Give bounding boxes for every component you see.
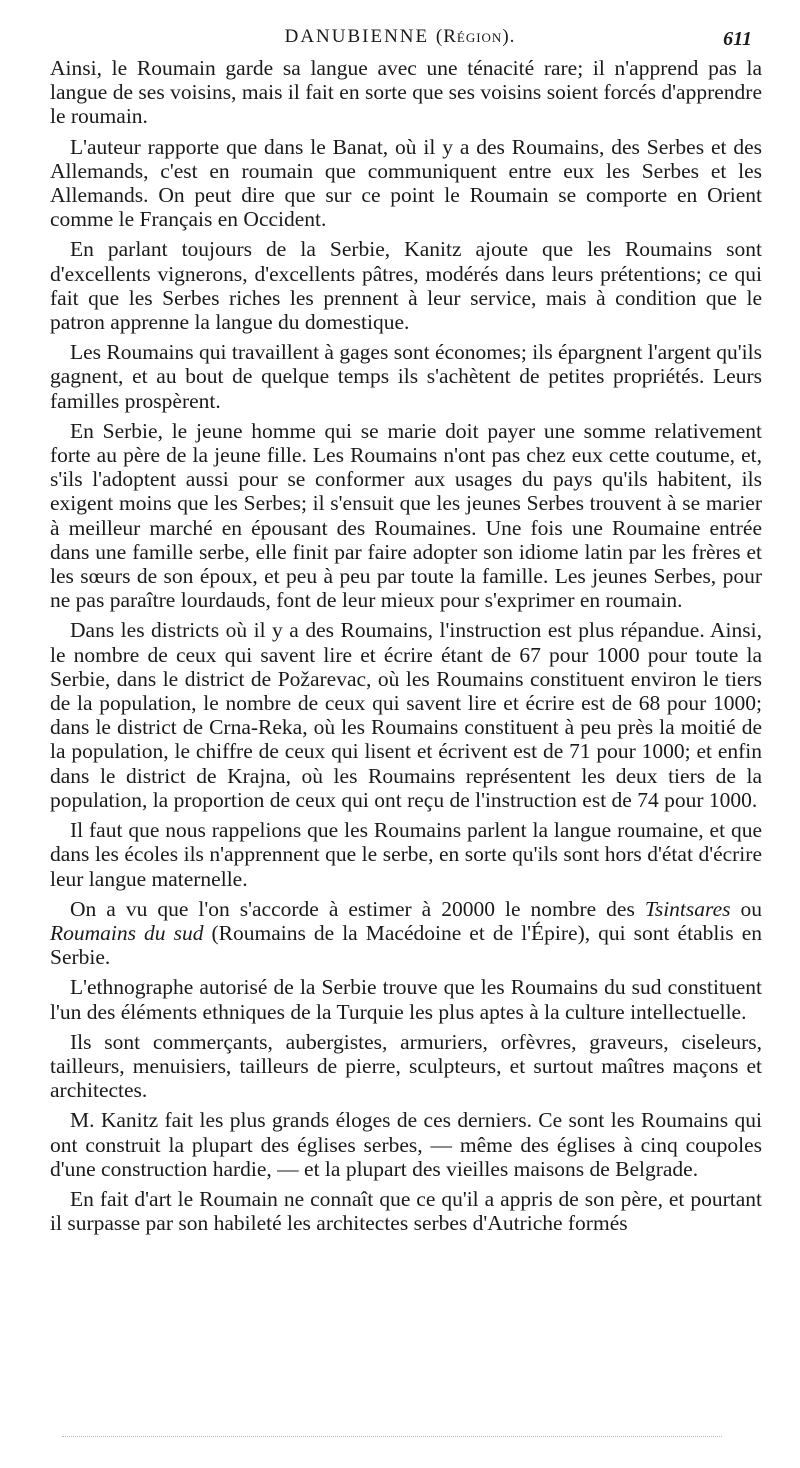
running-title-sub: (Région). — [435, 26, 516, 47]
paragraph-4: Les Roumains qui travaillent à gages sont économes; ils épargnent l'argent qu'ils gagnent, et au bout de quelque temps ils s'achètent de petites propriétés. Leurs familles prospèrent. — [50, 340, 762, 413]
paragraph-12: En fait d'art le Roumain ne connaît que ce qu'il a appris de son père, et pourtant il surpasse par son habileté les architectes serbes d'Autriche formés — [50, 1186, 762, 1236]
paragraph-7: Il faut que nous rappelions que les Roumains parlent la langue roumaine, et que dans les écoles ils n'apprennent que le serbe, en sorte qu'ils sont hors d'état d'écrire leur langue maternelle. — [50, 818, 762, 891]
paragraph-2: L'auteur rapporte que dans le Banat, où il y a des Roumains, des Serbes et des Allemands, c'est en roumain que communiquent entre eux les Serbes et les Allemands. On peut dire que sur ce point le Roumain se comporte en Orient comme le Français en Occident. — [50, 134, 762, 232]
running-head — [0, 26, 800, 52]
paragraph-11: M. Kanitz fait les plus grands éloges de ces derniers. Ce sont les Roumains qui ont construit la plupart des églises serbes, — même des églises à cinq coupoles d'une construction hardie, — et la plupart des vieilles maisons de Belgrade. — [50, 1108, 762, 1181]
paragraph-8-text-before: On a vu que l'on s'accorde à estimer à 20000 le nombre des — [70, 896, 645, 921]
paragraph-8 — [50, 897, 762, 970]
paragraph-10: Ils sont commerçants, aubergistes, armuriers, orfèvres, graveurs, ciseleurs, tailleurs, menuisiers, tailleurs de pierre, sculpteurs, et surtout maîtres maçons et architectes. — [50, 1029, 762, 1103]
body-text — [50, 56, 762, 1241]
paragraph-1: Ainsi, le Roumain garde sa langue avec une ténacité rare; il n'apprend pas la langue de ses voisins, mais il fait en sorte que ses voisins soient forcés d'apprendre le roumain. — [50, 56, 762, 129]
paragraph-9: L'ethnographe autorisé de la Serbie trouve que les Roumains du sud constituent l'un des éléments ethniques de la Turquie les plus aptes à la culture intellectuelle. — [50, 975, 762, 1024]
running-title — [0, 26, 800, 48]
paragraph-8-text-middle: ou — [730, 896, 763, 921]
paragraph-6: Dans les districts où il y a des Roumains, l'instruction est plus répandue. Ainsi, le nombre de ceux qui savent lire et écrire étant de 67 pour 1000 pour toute la Serbie, dans le district de Požarevac, où les Roumains constituent environ le tiers de la population, le nombre de ceux qui savent lire et écrire est de 68 pour 1000; dans le district de Crna-Reka, où les Roumains constituent à peu près la moitié de la population, le chiffre de ceux qui lisent et écrivent est de 71 pour 1000; et enfin dans le district de Krajna, où les Roumains représentent les deux tiers de la population, la proportion de ceux qui ont reçu de l'instruction est de 74 pour 1000. — [50, 618, 762, 812]
page-number: 611 — [723, 28, 752, 50]
paragraph-5: En Serbie, le jeune homme qui se marie doit payer une somme relativement forte au père de la jeune fille. Les Roumains n'ont pas chez eux cette coutume, et, s'ils l'adoptent aussi pour se conformer aux usages du pays qu'ils habitent, ils exigent moins que les Serbes; il s'ensuit que les jeunes Serbes trouvent à se marier à meilleur marché en épousant des Roumaines. Une fois une Roumaine entrée dans une famille serbe, elle finit par faire adopter son idiome latin par les frères et les sœurs de son époux, et peu à peu par toute la famille. Les jeunes Serbes, pour ne pas paraître lourdauds, font de leur mieux pour s'exprimer en roumain. — [50, 418, 762, 613]
paragraph-8-italic-tsintsares: Tsintsares — [644, 896, 731, 921]
paragraph-8-text-after: (Roumains de la Macédoine et de l'Épire), qui sont établis en Serbie. — [50, 920, 763, 970]
paragraph-8-italic-roumains-du-sud: Roumains du sud — [50, 920, 204, 945]
paragraph-3: En parlant toujours de la Serbie, Kanitz ajoute que les Roumains sont d'excellents vignerons, d'excellents pâtres, modérés dans leurs prétentions; ce qui fait que les Serbes riches les prennent à leur service, mais à condition que le patron apprenne la langue du domestique. — [50, 237, 762, 335]
scan-bleed-through — [62, 1436, 722, 1439]
running-title-main: DANUBIENNE — [284, 26, 430, 47]
